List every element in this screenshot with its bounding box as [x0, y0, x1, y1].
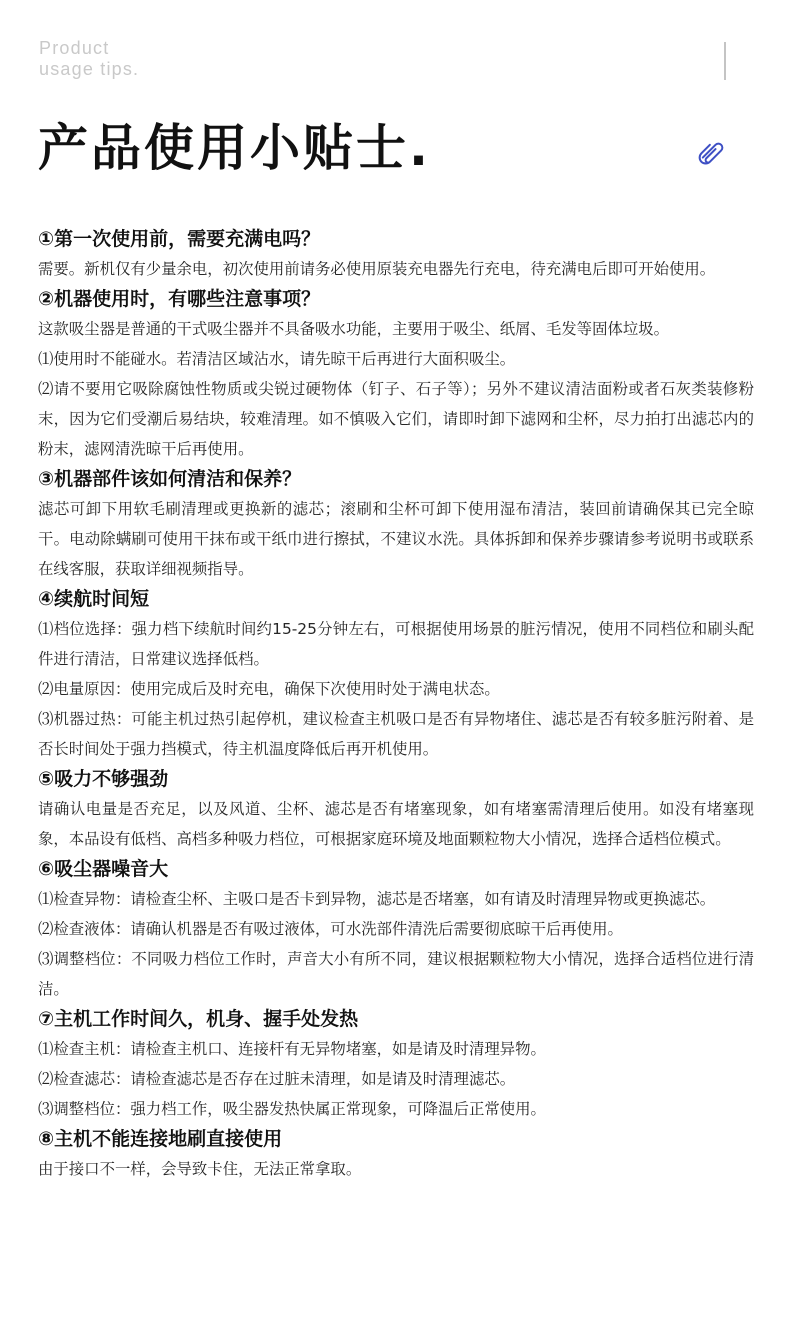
tip-question-6: ⑥吸尘器噪音大	[38, 858, 169, 880]
tip-question-7: ⑦主机工作时间久，机身、握手处发热	[38, 1008, 359, 1030]
tip-section-2	[38, 284, 754, 464]
tip-answer-4-3: ⑶机器过热：可能主机过热引起停机，建议检查主机吸口是否有异物堵住、滤芯是否有较多脏污附着、是否长时间处于强力挡模式，待主机温度降低后再开机使用。	[38, 710, 754, 758]
tip-answer-8-1: 由于接口不一样，会导致卡住，无法正常拿取。	[38, 1160, 362, 1178]
tip-section-6	[38, 854, 754, 1004]
header-divider	[724, 42, 726, 80]
tip-section-4	[38, 584, 754, 764]
tip-question-3: ③机器部件该如何清洁和保养？	[38, 468, 302, 490]
tip-answer-6-3: ⑶调整档位：不同吸力档位工作时，声音大小有所不同，建议根据颗粒物大小情况，选择合适档位进行清洁。	[38, 950, 754, 998]
tip-question-1: ①第一次使用前，需要充满电吗？	[38, 228, 321, 250]
tip-section-8	[38, 1124, 754, 1184]
page-title: 产品使用小贴士.	[38, 119, 431, 177]
tip-question-8: ⑧主机不能连接地刷直接使用	[38, 1128, 283, 1150]
tip-section-5	[38, 764, 754, 854]
tip-answer-2-3: ⑵请不要用它吸除腐蚀性物质或尖锐过硬物体（钉子、石子等）；另外不建议清洁面粉或者石灰类装修粉末，因为它们受潮后易结块，较难清理。如不慎吸入它们，请即时卸下滤网和尘杯，尽力拍打出滤芯内的粉末，滤网清洗晾干后再使用。	[38, 380, 754, 458]
tip-section-1	[38, 224, 754, 284]
tip-answer-6-1: ⑴检查异物：请检查尘杯、主吸口是否卡到异物，滤芯是否堵塞，如有请及时清理异物或更换滤芯。	[38, 890, 716, 908]
tip-answer-4-2: ⑵电量原因：使用完成后及时充电，确保下次使用时处于满电状态。	[38, 680, 500, 698]
tip-question-4: ④续航时间短	[38, 588, 150, 610]
paperclip-icon	[696, 138, 728, 170]
tip-answer-1-1: 需要。新机仅有少量余电，初次使用前请务必使用原装充电器先行充电，待充满电后即可开始使用。	[38, 260, 716, 278]
tip-question-2: ②机器使用时，有哪些注意事项？	[38, 288, 321, 310]
eyebrow-label	[39, 38, 139, 80]
tip-answer-2-1: 这款吸尘器是普通的干式吸尘器并不具备吸水功能，主要用于吸尘、纸屑、毛发等固体垃圾。	[38, 320, 670, 338]
tip-answer-5-1: 请确认电量是否充足，以及风道、尘杯、滤芯是否有堵塞现象，如有堵塞需清理后使用。如没有堵塞现象，本品设有低档、高档多种吸力档位，可根据家庭环境及地面颗粒物大小情况，选择合适档位模式。	[38, 800, 754, 848]
tip-question-5: ⑤吸力不够强劲	[38, 768, 169, 790]
tip-answer-4-1: ⑴档位选择：强力档下续航时间约15-25分钟左右，可根据使用场景的脏污情况，使用不同档位和刷头配件进行清洁，日常建议选择低档。	[38, 620, 754, 668]
tip-answer-3-1: 滤芯可卸下用软毛刷清理或更换新的滤芯；滚刷和尘杯可卸下使用湿布清洁，装回前请确保其已完全晾干。电动除螨刷可使用干抹布或干纸巾进行擦拭，不建议水洗。具体拆卸和保养步骤请参考说明书或联系在线客服，获取详细视频指导。	[38, 500, 754, 578]
eyebrow-line-2: usage tips.	[39, 59, 140, 79]
tip-section-3	[38, 464, 754, 584]
eyebrow-line-1: Product	[39, 38, 110, 58]
tip-answer-7-3: ⑶调整档位：强力档工作，吸尘器发热快属正常现象，可降温后正常使用。	[38, 1100, 546, 1118]
tip-answer-2-2: ⑴使用时不能碰水。若清洁区域沾水，请先晾干后再进行大面积吸尘。	[38, 350, 516, 368]
tip-answer-7-2: ⑵检查滤芯：请检查滤芯是否存在过脏未清理，如是请及时清理滤芯。	[38, 1070, 516, 1088]
tip-answer-6-2: ⑵检查液体：请确认机器是否有吸过液体，可水洗部件清洗后需要彻底晾干后再使用。	[38, 920, 623, 938]
tips-list	[38, 224, 754, 1184]
tip-section-7	[38, 1004, 754, 1124]
tip-answer-7-1: ⑴检查主机：请检查主机口、连接杆有无异物堵塞，如是请及时清理异物。	[38, 1040, 546, 1058]
